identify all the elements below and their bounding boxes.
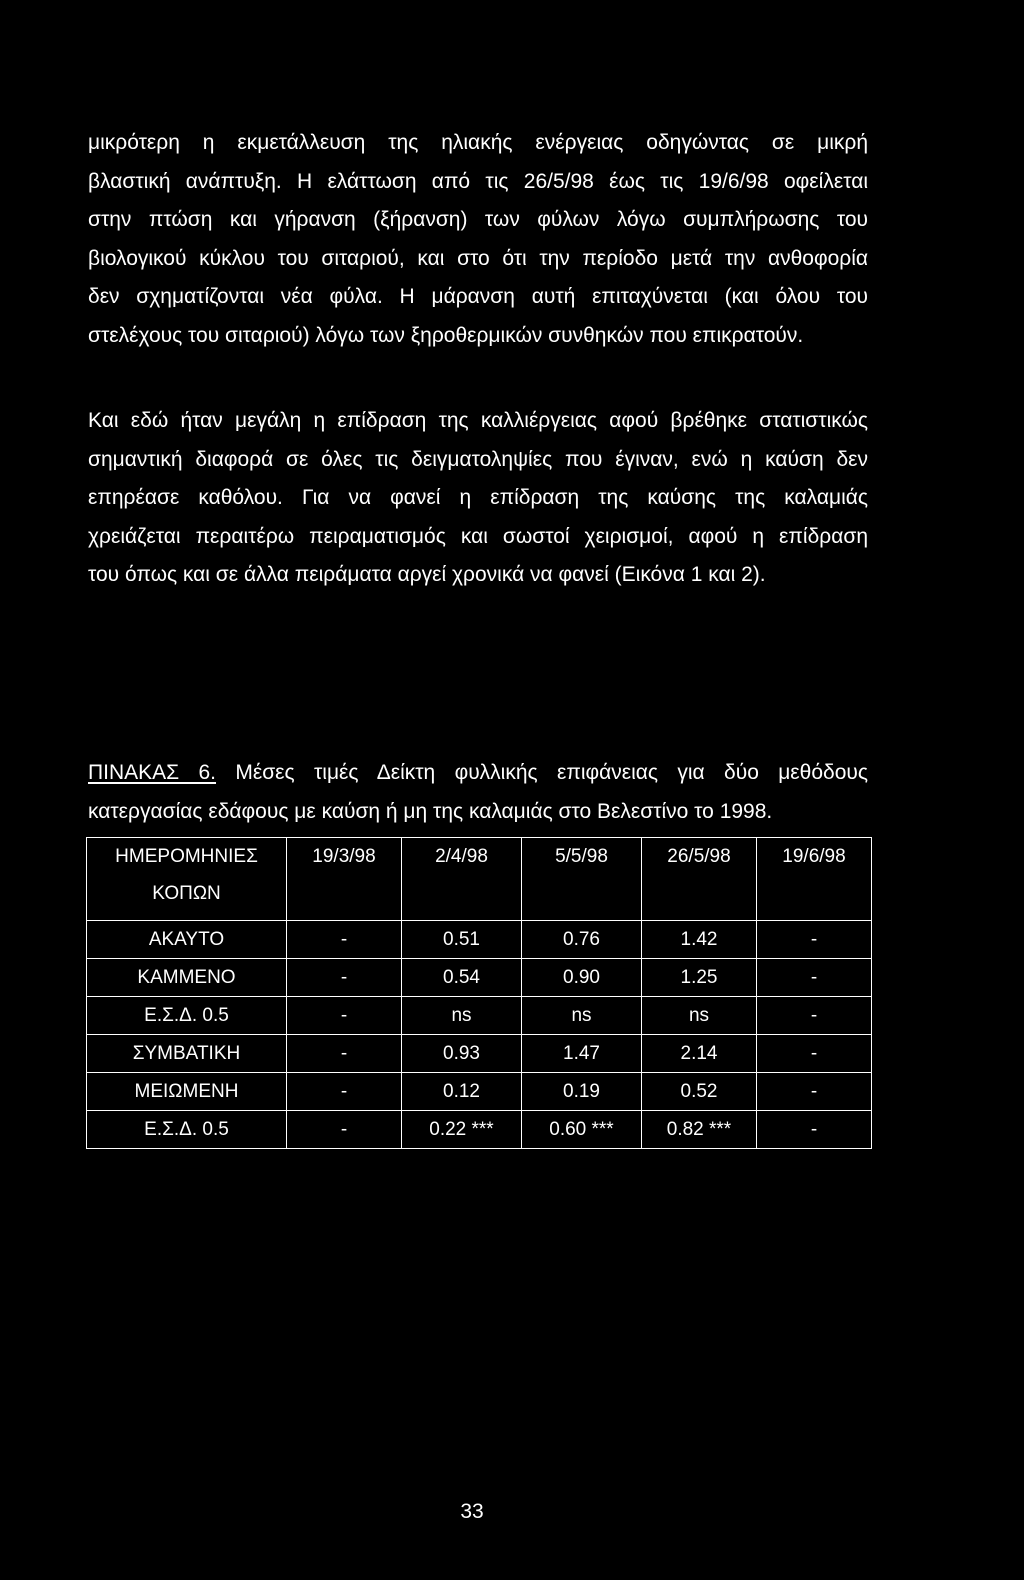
table-row	[87, 1035, 872, 1073]
header-cell-date: 19/3/98	[287, 838, 402, 921]
lai-table	[86, 837, 872, 1149]
table-cell: -	[287, 1111, 402, 1149]
table-cell: 0.12	[402, 1073, 522, 1111]
table-cell: ns	[402, 997, 522, 1035]
caption-text: Μέσες τιμές Δείκτη φυλλικής επιφάνειας για δύο μεθόδους	[235, 761, 868, 784]
table-row	[87, 1111, 872, 1149]
text-line: Και εδώ ήταν μεγάλη η επίδραση της καλλιέργειας αφού βρέθηκε στατιστικώς	[88, 409, 868, 432]
table-cell: 0.51	[402, 921, 522, 959]
caption-line-2: κατεργασίας εδάφους με καύση ή μη της καλαμιάς στο Βελεστίνο το 1998.	[88, 799, 773, 823]
table-cell: -	[757, 1111, 872, 1149]
text-line: βλαστική ανάπτυξη. Η ελάττωση από τις 26/5/98 έως τις 19/6/98 οφείλεται	[88, 169, 868, 193]
table-cell: 0.52	[642, 1073, 757, 1111]
table-row	[87, 959, 872, 997]
table-cell: -	[287, 997, 402, 1035]
table-row	[87, 921, 872, 959]
table-cell: 1.47	[522, 1035, 642, 1073]
header-cell-date: 5/5/98	[522, 838, 642, 921]
row-label: ΜΕΙΩΜΕΝΗ	[87, 1073, 287, 1111]
table-cell: -	[757, 997, 872, 1035]
table-row	[87, 1073, 872, 1111]
row-label: Ε.Σ.Δ. 0.5	[87, 1111, 287, 1149]
header-cell-date: 19/6/98	[757, 838, 872, 921]
table-cell: -	[757, 959, 872, 997]
row-label: ΣΥΜΒΑΤΙΚΗ	[87, 1035, 287, 1073]
text-line: σημαντική διαφορά σε όλες τις δειγματοληψίες που έγιναν, ενώ η καύση δεν	[88, 447, 868, 471]
table-cell: ns	[522, 997, 642, 1035]
row-label: ΑΚΑΥΤΟ	[87, 921, 287, 959]
table-cell: 0.60 ***	[522, 1111, 642, 1149]
table-cell: 2.14	[642, 1035, 757, 1073]
table-cell: 0.90	[522, 959, 642, 997]
table-cell: 0.76	[522, 921, 642, 959]
table-cell: 1.42	[642, 921, 757, 959]
text-line: βιολογικού κύκλου του σιταριού, και στο ότι την περίοδο μετά την ανθοφορία	[88, 246, 868, 270]
table-cell: 0.82 ***	[642, 1111, 757, 1149]
table-header-row	[87, 838, 872, 921]
text-line: στην πτώση και γήρανση (ξήρανση) των φύλων λόγω συμπλήρωσης του	[88, 208, 868, 231]
header-cell-dates	[87, 838, 287, 921]
row-label: ΚΑΜΜΕΝΟ	[87, 959, 287, 997]
table-caption	[88, 754, 868, 831]
table-cell: 0.19	[522, 1073, 642, 1111]
page-number: 33	[460, 1500, 484, 1523]
table-cell: -	[287, 1073, 402, 1111]
table-row	[87, 997, 872, 1035]
body-paragraph-1	[88, 124, 868, 355]
text-line: μικρότερη η εκμετάλλευση της ηλιακής ενέργειας οδηγώντας σε μικρή	[88, 131, 868, 154]
table-cell: -	[287, 959, 402, 997]
header-text: ΗΜΕΡΟΜΗΝΙΕΣ	[115, 846, 258, 867]
table-cell: 0.54	[402, 959, 522, 997]
caption-line-1	[88, 754, 868, 793]
table-cell: -	[287, 1035, 402, 1073]
table-cell: -	[757, 921, 872, 959]
header-cell-date: 2/4/98	[402, 838, 522, 921]
table-cell: -	[287, 921, 402, 959]
row-label: Ε.Σ.Δ. 0.5	[87, 997, 287, 1035]
table-number-label: ΠΙΝΑΚΑΣ 6.	[88, 761, 217, 784]
table-cell: 0.22 ***	[402, 1111, 522, 1149]
body-paragraph-2	[88, 402, 868, 595]
table-cell: 0.93	[402, 1035, 522, 1073]
header-text: ΚΟΠΩΝ	[152, 883, 221, 904]
text-line: δεν σχηματίζονται νέα φύλα. Η μάρανση αυτή επιταχύνεται (και όλου του	[88, 285, 868, 308]
text-line: στελέχους του σιταριού) λόγω των ξηροθερμικών συνθηκών που επικρατούν.	[88, 323, 804, 347]
table-cell: -	[757, 1035, 872, 1073]
text-line: χρειάζεται περαιτέρω πειραματισμός και σωστοί χειρισμοί, αφού η επίδραση	[88, 524, 868, 548]
header-cell-date: 26/5/98	[642, 838, 757, 921]
table-cell: ns	[642, 997, 757, 1035]
text-line: επηρέασε καθόλου. Για να φανεί η επίδραση της καύσης της καλαμιάς	[88, 486, 868, 509]
table-cell: 1.25	[642, 959, 757, 997]
text-line: του όπως και σε άλλα πειράματα αργεί χρονικά να φανεί (Εικόνα 1 και 2).	[88, 563, 766, 586]
table-cell: -	[757, 1073, 872, 1111]
